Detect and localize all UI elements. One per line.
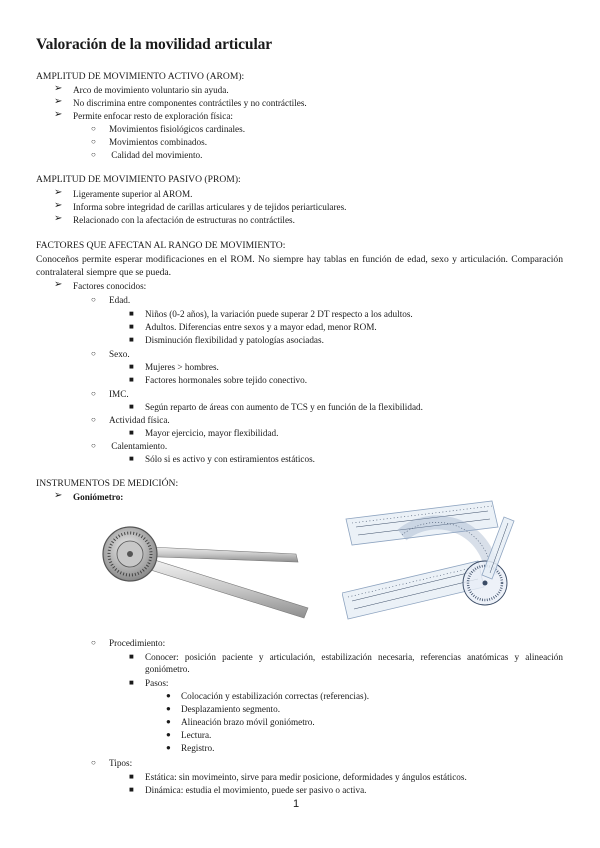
prom-heading: AMPLITUD DE MOVIMIENTO PASIVO (PROM): — [36, 174, 241, 185]
disc-bullet-icon: ● — [166, 691, 171, 700]
square-bullet-icon: ■ — [129, 652, 134, 661]
square-bullet-icon: ■ — [129, 362, 134, 371]
list-item: ■ Mayor ejercicio, mayor flexibilidad. — [129, 428, 279, 438]
list-item: ■ Dinámica: estudia el movimiento, puede ser pasivo o activa. — [129, 785, 367, 795]
list-item: ● Alineación brazo móvil goniómetro. — [166, 717, 315, 727]
list-item: ■ Sólo si es activo y con estiramientos estáticos. — [129, 454, 315, 464]
disc-bullet-icon: ● — [166, 730, 171, 739]
square-bullet-icon: ■ — [129, 402, 134, 411]
list-item: ○ Procedimiento: — [91, 638, 166, 648]
list-item: ■ Según reparto de áreas con aumento de TCS y en función de la flexibilidad. — [129, 402, 423, 412]
square-bullet-icon: ■ — [129, 454, 134, 463]
list-item: ○ IMC. — [91, 389, 129, 399]
list-item: ■ Adultos. Diferencias entre sexos y a mayor edad, menor ROM. — [129, 322, 377, 332]
circle-bullet-icon: ○ — [91, 137, 96, 146]
list-item: ■ Estática: sin movimeinto, sirve para medir posicione, deformidades y ángulos estáticos. — [129, 772, 467, 782]
list-item: ● Registro. — [166, 743, 215, 753]
circle-bullet-icon: ○ — [91, 124, 96, 133]
circle-bullet-icon: ○ — [91, 415, 96, 424]
list-item: ■ Mujeres > hombres. — [129, 362, 219, 372]
list-item: ➢ Factores conocidos: — [54, 279, 147, 291]
circle-bullet-icon: ○ — [91, 150, 96, 159]
arrow-bullet-icon: ➢ — [54, 109, 63, 120]
arrow-bullet-icon: ➢ — [54, 187, 63, 198]
instrumentos-heading: INSTRUMENTOS DE MEDICIÓN: — [36, 478, 179, 489]
factores-heading: FACTORES QUE AFECTAN AL RANGO DE MOVIMIENTO: — [36, 240, 286, 251]
list-item: ○ Movimientos fisiológicos cardinales. — [91, 124, 246, 134]
circle-bullet-icon: ○ — [91, 295, 96, 304]
arrow-bullet-icon: ➢ — [54, 83, 63, 94]
arrow-bullet-icon: ➢ — [54, 200, 63, 211]
list-item: ○ Actividad física. — [91, 415, 170, 425]
list-item: ➢ Ligeramente superior al AROM. — [54, 187, 193, 199]
arrow-bullet-icon: ➢ — [54, 490, 63, 501]
square-bullet-icon: ■ — [129, 428, 134, 437]
square-bullet-icon: ■ — [129, 375, 134, 384]
list-item: ○ Edad. — [91, 295, 131, 305]
disc-bullet-icon: ● — [166, 704, 171, 713]
square-bullet-icon: ■ — [129, 785, 134, 794]
plastic-goniometer-image — [342, 497, 518, 625]
circle-bullet-icon: ○ — [91, 349, 96, 358]
circle-bullet-icon: ○ — [91, 389, 96, 398]
list-item: ■ Conocer: posición paciente y articulación, estabilización necesaria, referencias anatómicas y alineación goniómetro. — [129, 652, 563, 674]
list-item: ➢ Arco de movimiento voluntario sin ayuda. — [54, 83, 229, 95]
list-item: ● Colocación y estabilización correctas (referencias). — [166, 691, 369, 701]
circle-bullet-icon: ○ — [91, 638, 96, 647]
circle-bullet-icon: ○ — [91, 441, 96, 450]
list-item: ■ Disminución flexibilidad y patologías asociadas. — [129, 335, 324, 345]
arom-heading: AMPLITUD DE MOVIMIENTO ACTIVO (AROM): — [36, 71, 245, 82]
arrow-bullet-icon: ➢ — [54, 279, 63, 290]
square-bullet-icon: ■ — [129, 322, 134, 331]
list-item: ● Desplazamiento segmento. — [166, 704, 280, 714]
list-item: ○ Tipos: — [91, 758, 133, 768]
list-item: ■ Niños (0-2 años), la variación puede superar 2 DT respecto a los adultos. — [129, 309, 413, 319]
arrow-bullet-icon: ➢ — [54, 96, 63, 107]
page-title: Valoración de la movilidad articular — [36, 36, 273, 53]
page-number: 1 — [293, 798, 300, 810]
circle-bullet-icon: ○ — [91, 758, 96, 767]
list-item: ➢ No discrimina entre componentes contráctiles y no contráctiles. — [54, 96, 307, 108]
list-item: ○ Sexo. — [91, 349, 130, 359]
disc-bullet-icon: ● — [166, 743, 171, 752]
list-item: ➢ Informa sobre integridad de carillas articulares y de tejidos periarticulares. — [54, 200, 347, 212]
arrow-bullet-icon: ➢ — [54, 213, 63, 224]
list-item: ■ Pasos: — [129, 678, 169, 688]
metal-goniometer-image — [100, 524, 315, 622]
list-item: ○ Calentamiento. — [91, 441, 168, 451]
list-item: ➢ Goniómetro: — [54, 490, 124, 502]
list-item: ● Lectura. — [166, 730, 212, 740]
square-bullet-icon: ■ — [129, 678, 134, 687]
disc-bullet-icon: ● — [166, 717, 171, 726]
square-bullet-icon: ■ — [129, 335, 134, 344]
square-bullet-icon: ■ — [129, 772, 134, 781]
list-item: ■ Factores hormonales sobre tejido conectivo. — [129, 375, 308, 385]
list-item: ➢ Relacionado con la afectación de estructuras no contráctiles. — [54, 213, 295, 225]
list-item: ○ Movimientos combinados. — [91, 137, 207, 147]
factores-intro: Conoceños permite esperar modificaciones en el ROM. No siempre hay tablas en función de edad, sexo y articulación. Comparación contralateral siempre que se pueda. — [36, 254, 563, 278]
list-item: ○ Calidad del movimiento. — [91, 150, 203, 160]
square-bullet-icon: ■ — [129, 309, 134, 318]
list-item: ➢ Permite enfocar resto de exploración física: — [54, 109, 233, 121]
